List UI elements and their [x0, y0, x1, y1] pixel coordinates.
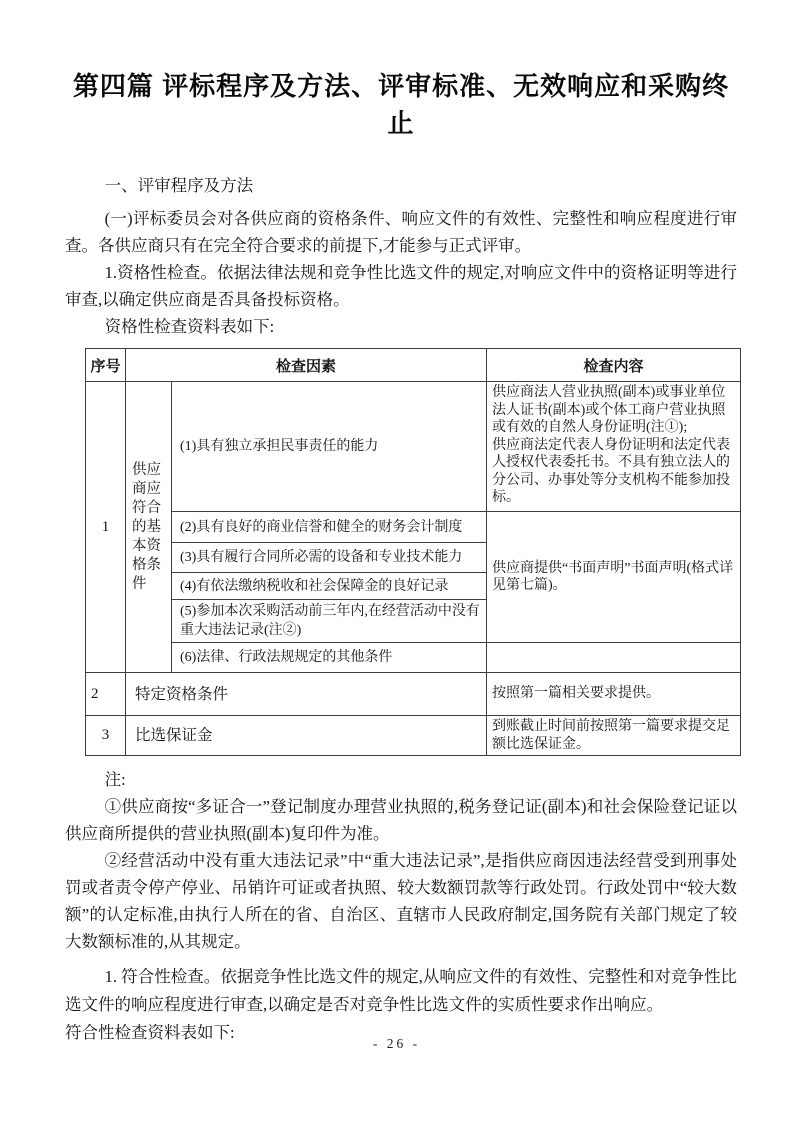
content-empty	[487, 643, 741, 673]
qualification-table-intro: 资格性检查资料表如下:	[104, 317, 275, 336]
col-header-seq: 序号	[86, 349, 126, 382]
compliance-check-paragraph: 1. 符合性检查。依据竞争性比选文件的规定,从响应文件的有效性、完整性和对竞争性比选文件的响应程度进行审查,以确定是否对竞争性比选文件的实质性要求作出响应。	[65, 967, 737, 1014]
section-heading: 一、评审程序及方法	[104, 176, 254, 195]
qualification-check-table	[85, 348, 741, 756]
seq-cell-2: 2	[86, 673, 126, 716]
notes-label: 注:	[104, 770, 126, 789]
group-label-basic-qualification: 供应商应符合的基本资格条件	[126, 382, 172, 673]
paragraph-review-scope: (一)评标委员会对各供应商的资格条件、响应文件的有效性、完整性和响应程度进行审查。各供应商只有在完全符合要求的前提下,才能参与正式评审。	[65, 209, 737, 255]
content-specific-qualification: 按照第一篇相关要求提供。	[487, 673, 741, 716]
col-header-check-content: 检查内容	[487, 349, 741, 382]
page-title: 第四篇 评标程序及方法、评审标准、无效响应和采购终止	[72, 71, 730, 138]
table-row	[86, 716, 741, 756]
seq-cell-1: 1	[86, 382, 126, 673]
content-business-license-part2: 供应商法定代表人身份证明和法定代表人授权代表委托书。不具有独立法人的分公司、办事处等分支机构不能参加投标。	[492, 437, 731, 505]
table-row	[86, 382, 741, 512]
content-business-license-part1: 供应商法人营业执照(副本)或事业单位法人证书(副本)或个体工商户营业执照或有效的自然人身份证明(注①);	[492, 385, 726, 435]
content-bid-deposit: 到账截止时间前按照第一篇要求提交足额比选保证金。	[487, 716, 741, 756]
content-business-license	[487, 382, 741, 512]
factor-specific-qualification: 特定资格条件	[126, 673, 487, 716]
paragraph-qualification-check: 1.资格性检查。依据法律法规和竞争性比选文件的规定,对响应文件中的资格证明等进行审查,以确定供应商是否具备投标资格。	[65, 263, 737, 309]
page-number: - 26 -	[372, 1036, 421, 1051]
factor-commercial-reputation: (2)具有良好的商业信誉和健全的财务会计制度	[172, 512, 487, 543]
compliance-table-intro: 符合性检查资料表如下:	[65, 1023, 235, 1042]
factor-equipment-capability: (3)具有履行合同所必需的设备和专业技术能力	[172, 543, 487, 573]
factor-no-illegal-record: (5)参加本次采购活动前三年内,在经营活动中没有重大违法记录(注②)	[172, 600, 487, 643]
table-row	[86, 643, 741, 673]
note-2: ②经营活动中没有重大违法记录”中“重大违法记录”,是指供应商因违法经营受到刑事处罚或者责令停产停业、吊销许可证或者执照、较大数额罚款等行政处罚。行政处罚中“较大数额”的认定标准,由执行人所在的省、自治区、直辖市人民政府制定,国务院有关部门规定了较大数额标准的,从其规定。	[65, 851, 737, 951]
seq-cell-3: 3	[86, 716, 126, 756]
factor-bid-deposit: 比选保证金	[126, 716, 487, 756]
content-written-declaration: 供应商提供“书面声明”书面声明(格式详见第七篇)。	[487, 512, 741, 643]
table-row	[86, 512, 741, 543]
factor-other-conditions: (6)法律、行政法规规定的其他条件	[172, 643, 487, 673]
col-header-check-factor: 检查因素	[126, 349, 487, 382]
note-1: ①供应商按“多证合一”登记制度办理营业执照的,税务登记证(副本)和社会保险登记证以供应商所提供的营业执照(副本)复印件为准。	[65, 797, 737, 843]
table-header-row	[86, 349, 741, 382]
factor-civil-liability: (1)具有独立承担民事责任的能力	[172, 382, 487, 512]
factor-tax-record: (4)有依法缴纳税收和社会保障金的良好记录	[172, 573, 487, 600]
table-row	[86, 673, 741, 716]
